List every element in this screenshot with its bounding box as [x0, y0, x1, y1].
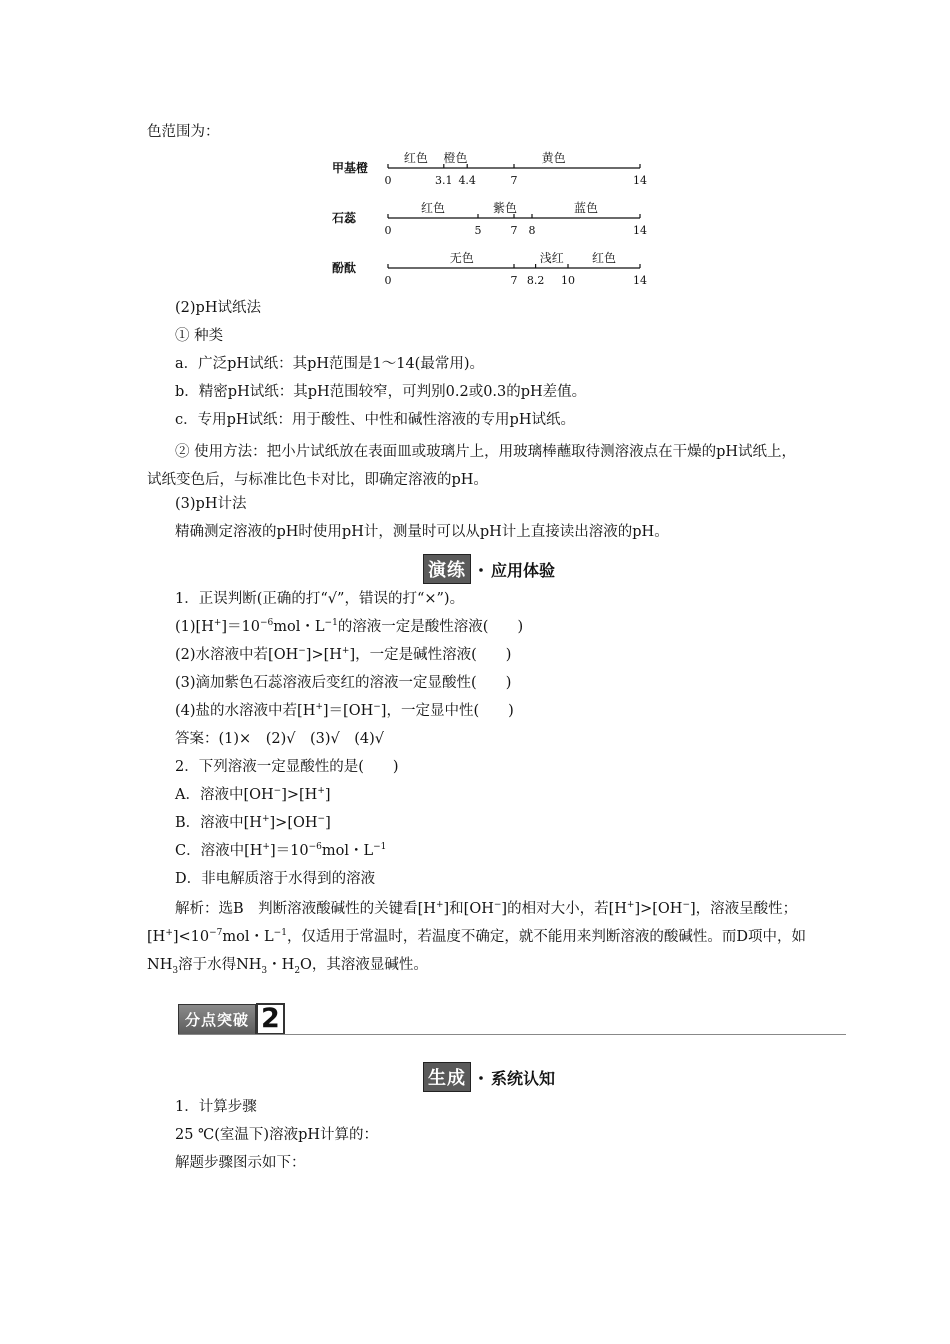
indicator-color-label: 无色 — [449, 251, 474, 265]
section-2-header — [178, 1003, 285, 1035]
q2-option-d: D．非电解质溶于水得到的溶液 — [175, 871, 376, 887]
indicator-tick-label: 7 — [510, 174, 518, 187]
banner-dot: ・ — [473, 560, 490, 580]
ph-meter-text: 精确测定溶液的pH时使用pH计，测量时可以从pH计上直接读出溶液的pH。 — [175, 524, 669, 540]
indicator-color-label: 红色 — [420, 201, 446, 215]
indicator-tick-label: 0 — [384, 174, 392, 187]
indicator-color-label: 浅红 — [539, 251, 564, 265]
practice-title: 应用体验 — [491, 560, 556, 580]
q1-item3: (3)滴加紫色石蕊溶液后变红的溶液一定显酸性( ) — [175, 675, 512, 691]
indicator-tick-label: 14 — [633, 174, 647, 187]
practice-tag: 演练 — [423, 554, 471, 584]
ph-paper-usage: ② 使用方法：把小片试纸放在表面皿或玻璃片上，用玻璃棒蘸取待测溶液点在干燥的pH试纸上，试纸变色后，与标准比色卡对比，即确定溶液的pH。 — [147, 444, 797, 488]
indicator-tick-label: 3.1 — [435, 174, 453, 187]
q1-item2: (2)水溶液中若[OH−]>[H+]，一定是碱性溶液( ) — [175, 646, 512, 663]
ph-paper-c: c．专用pH试纸：用于酸性、中性和碱性溶液的专用pH试纸。 — [175, 412, 575, 428]
indicator-color-label: 黄色 — [541, 151, 566, 165]
indicator-color-label: 红色 — [403, 151, 428, 165]
q2-option-a: A．溶液中[OH−]>[H+] — [175, 786, 331, 803]
q1-item1: $(1)[H^+]=10^{-6}mol$・$L^{-1}$的溶液一定是酸性溶液( ) — [175, 618, 524, 635]
q1-answer: 答案：(1)× (2)√ (3)√ (4)√ — [175, 731, 385, 747]
q2-stem: 2．下列溶液一定显酸性的是( ) — [175, 759, 399, 775]
q1-item4: (4)盐的水溶液中若[H+]＝[OH−]，一定显中性( ) — [175, 702, 514, 719]
generation-banner — [423, 1062, 555, 1092]
indicator-tick-label: 7 — [510, 224, 518, 237]
ph-paper-a: a．广泛pH试纸：其pH范围是1～14(最常用)。 — [175, 356, 484, 372]
indicator-tick-label: 10 — [561, 274, 575, 287]
indicator-tick-label: 5 — [474, 224, 482, 237]
indicator-tick-label: 8.2 — [526, 274, 545, 287]
indicator-color-label: 橙色 — [443, 151, 468, 165]
intro-text: 色范围为： — [147, 124, 220, 140]
indicator-color-label: 紫色 — [492, 201, 518, 215]
ph-paper-b: b．精密pH试纸：其pH范围较窄，可判别0.2或0.3的pH差值。 — [175, 384, 587, 400]
indicator-tick-label: 0 — [384, 274, 392, 287]
indicator-color-label: 蓝色 — [573, 201, 599, 215]
indicator-tick-label: 4.4 — [458, 174, 476, 187]
q2-option-c: C．溶液中$[H^+]=10^{-6}mol$・$L^{-1}$ — [175, 842, 387, 859]
calc-figure-note: 解题步骤图示如下： — [175, 1155, 306, 1171]
indicator-name: 石蕊 — [332, 211, 357, 225]
indicator-tick-label: 14 — [633, 224, 647, 237]
indicator-name: 酚酞 — [332, 261, 357, 275]
generation-tag: 生成 — [423, 1062, 471, 1092]
indicator-tick-label: 7 — [510, 274, 518, 287]
calc-steps-title: 1．计算步骤 — [175, 1099, 257, 1115]
calc-intro: 25 ℃(室温下)溶液pH计算的： — [175, 1127, 379, 1143]
indicator-tick-label: 14 — [633, 274, 647, 287]
q2-option-b: B．溶液中[H+]>[OH−] — [175, 814, 331, 831]
indicator-tick-label: 8 — [528, 224, 536, 237]
section-divider — [178, 1034, 846, 1035]
indicator-tick-label: 0 — [384, 224, 392, 237]
q2-analysis: 解析：选B 判断溶液酸碱性的关键看[H+]和[OH−]的相对大小，若[H+]>[OH−]，溶液呈酸性；$[H^+]<10^{-7}mol$・$L^{-1}$，仅适用于常温时，若温度不确定，就不能用来判断溶液的酸碱性。而D项中，如$NH_3$溶于水得$NH_3$・$H_2O$，其溶液显碱性。 — [147, 900, 807, 976]
q1-stem: 1．正误判断(正确的打“√”，错误的打“×”)。 — [175, 591, 465, 607]
indicator-color-label: 红色 — [591, 251, 617, 265]
indicator-range-diagram — [330, 148, 660, 296]
section-number: 2 — [256, 1003, 285, 1035]
ph-paper-types: ① 种类 — [175, 328, 224, 344]
section-label: 分点突破 — [178, 1004, 256, 1035]
indicator-name: 甲基橙 — [332, 161, 369, 175]
generation-title: 系统认知 — [491, 1068, 556, 1088]
ph-meter-title: (3)pH计法 — [175, 496, 247, 512]
practice-banner — [423, 554, 555, 584]
ph-paper-title: (2)pH试纸法 — [175, 300, 261, 316]
banner-dot: ・ — [473, 1068, 490, 1088]
